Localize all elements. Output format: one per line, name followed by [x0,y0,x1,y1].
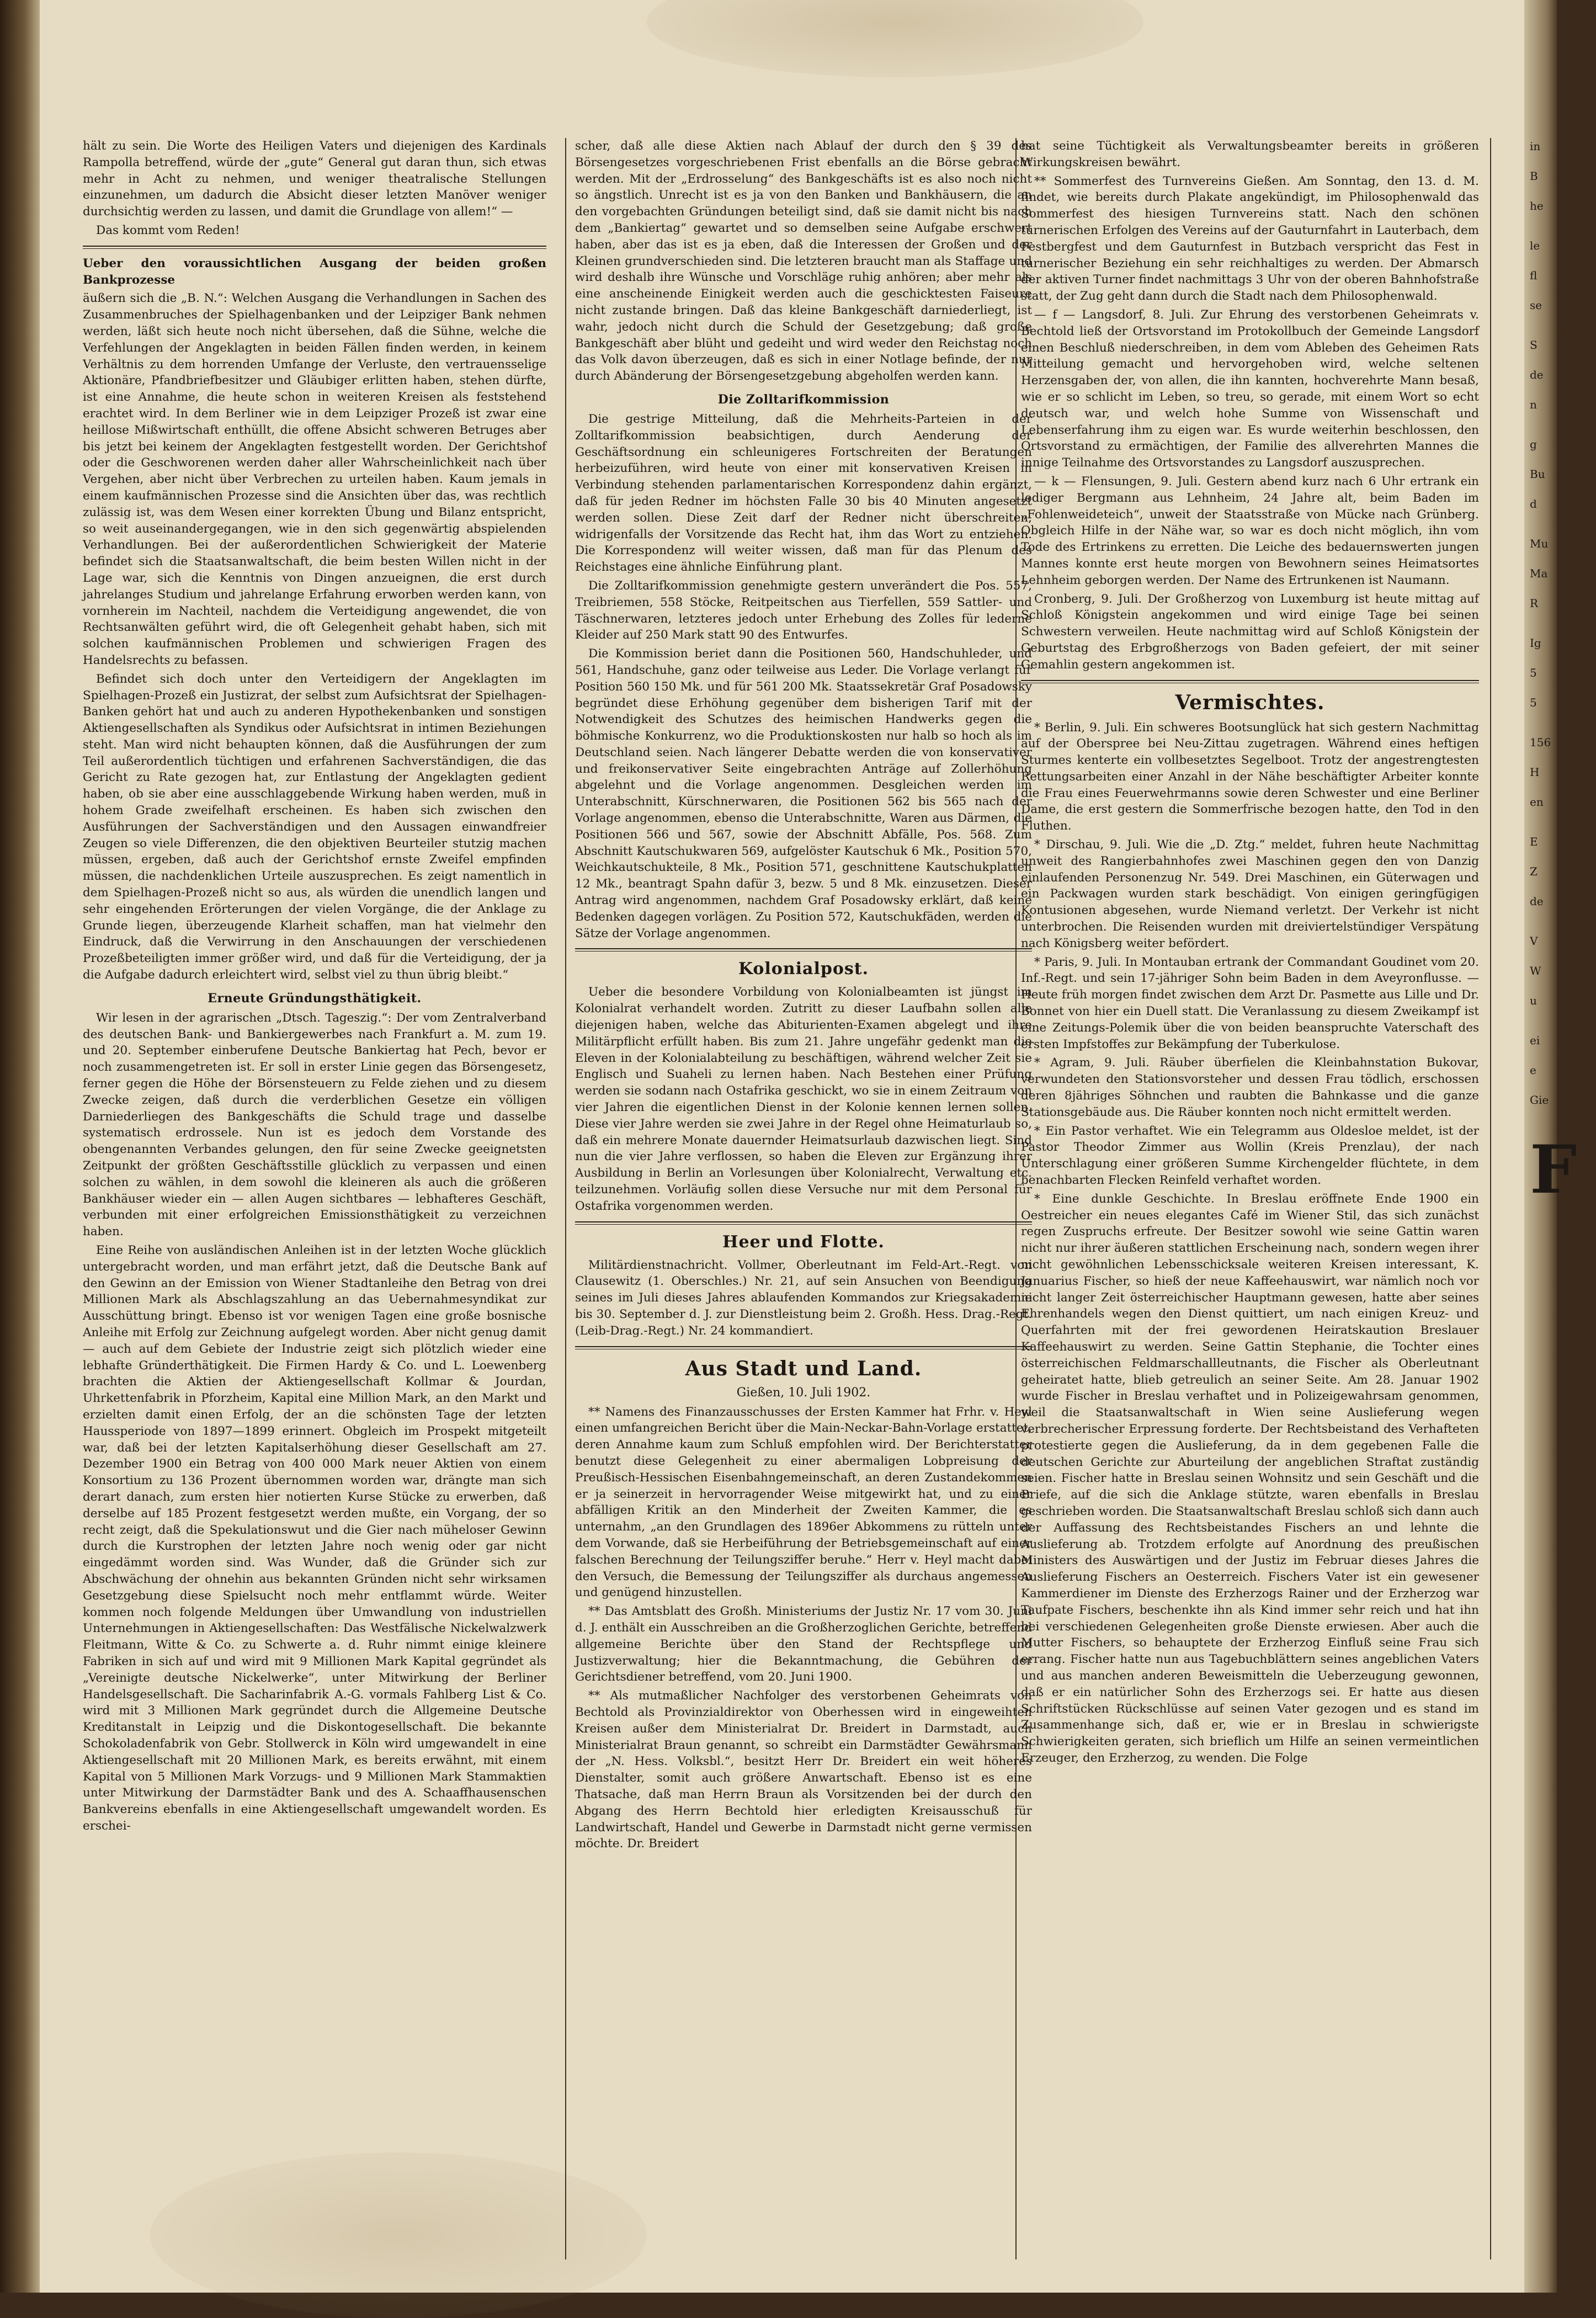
text-fragment: Bu [1530,467,1545,481]
continued-text: hat seine Tüchtigkeit als Verwaltungsbeamter bereits in größeren Wirkungskreisen bewährt. [1021,139,1479,169]
article-paragraph: äußern sich die „B. N.“: Welchen Ausgang die Verhandlungen in Sachen des Zusammenbruches der Spielhagenbanken und der Leipziger Bank nehmen werden, läßt sich heute noch nicht übersehen, daß die Sühne, welche die Verfehlungen der Angeklagten in beiden Fällen finden werden, in keinem Verhältnis zu dem horrenden Umfange der Verluste, den vertrauensselige Aktionäre, Pfandbriefbesitzer und Gläubiger erlitten haben, stehen dürfte, ist eine Annahme, die heute schon in weiteren Kreisen als feststehend erachtet wird. In dem Berliner wie in dem Leipziger Prozeß ist zwar eine heillose Mißwirtschaft enthüllt, die offene Absicht schweren Betruges aber bis jetzt bei keinem der Angeklagten festgestellt worden. Der Gerichtshof oder die Geschworenen werden daher aller Wahrscheinlichkeit nach über Vergehen, aber nicht über Verbrechen zu urteilen haben. Kaum jemals in einem kaufmännischen Prozesse sind die Ansichten über das, was rechtlich zulässig ist, was dem Wesen einer korrekten Übung und Bilanz entspricht, so weit auseinandergegangen, wie in den sich gegenwärtig abspielenden Verhandlungen. Bei der außerordentlichen Schwierigkeit der Materie befindet sich die Staatsanwaltschaft, die beim besten Willen nicht in der Lage war, sich die Kenntnis von Dingen anzueignen, die erst durch jahrelanges Studium und jahrelange Erfahrung erworben werden kann, von vornherein im Nachteil, nachdem die Verteidigung angewendet, die von Rechtsanwälten geführt wird, die oft Gelegenheit gehabt haben, sich mit solchen kaufmännischen Problemen und schwierigen Fragen des Handelsrechts zu befassen. [83,291,546,667]
text-fragment: ei [1530,1034,1540,1047]
article-paragraph: ** Sommerfest des Turnvereins Gießen. Am Sonntag, den 13. d. M. findet, wie bereits durch Plakate angekündigt, im Philosophenwald das Sommerfest des hiesigen Turnvereins statt. Nach den schönen turnerischen Erfolgen des Vereins auf der Gauturnfahrt in Lauterbach, dem Festbergfest und dem Gauturnfest in Butzbach verspricht das Fest in turnerischer Beziehung ein sehr reichhaltiges zu werden. Der Abmarsch der aktiven Turner findet nachmittags 3 Uhr von der oberen Bahnhofstraße statt, der Zug geht dann durch die Stadt nach dem Philosophenwald. [1021,174,1479,304]
section-heading: Kolonialpost. [738,959,869,979]
text-fragment: de [1530,895,1544,908]
text-fragment: 156 [1530,736,1551,749]
separator [1021,680,1479,683]
text-fragment: g [1530,438,1537,451]
article-paragraph: * Paris, 9. Juli. In Montauban ertrank der Commandant Goudinet vom 20. Inf.-Regt. und sein 17-jähriger Sohn beim Baden in dem Aveyronflusse. — Heute früh morgen findet zwischen dem Arzt Dr. Pasmette aus Lille und Dr. Bonnet von hier ein Duell statt. Die Veranlassung zu diesem Zweikampf ist eine Zeitungs-Polemik über die von beiden beanspruchte Vaterschaft des ersten Impfstoffes zur Bekämpfung der Tuberkulose. [1021,955,1479,1051]
text-fragment: Mu [1530,537,1549,550]
article-paragraph: ** Das Amtsblatt des Großh. Ministeriums der Justiz Nr. 17 vom 30. Juni d. J. enthält ein Ausschreiben an die Großherzoglichen Gerichte, betreffend allgemeine Berichte über den Stand der Rechtspflege und Justizverwaltung; hier die Bekanntmachung, die Gebühren der Gerichtsdiener betreffend, vom 20. Juni 1900. [575,1604,1032,1684]
text-fragment: H [1530,765,1540,779]
article-heading: Erneute Gründungsthätigkeit. [208,991,422,1006]
dateline: Gießen, 10. Juli 1902. [736,1385,871,1400]
article-paragraph: Cronberg, 9. Juli. Der Großherzog von Luxemburg ist heute mittag auf Schloß Königstein angekommen und wird einige Tage bei seinen Schwestern verweilen. Heute nachmittag wird auf Schloß Königstein der Geburtstag des Erbgroßherzogs von Baden gefeiert, der mit seiner Gemahlin gestern angekommen ist. [1021,592,1479,672]
book-binding [0,0,40,2293]
article-paragraph: Befindet sich doch unter den Verteidigern der Angeklagten im Spielhagen-Prozeß ein Justizrat, der selbst zum Aufsichtsrat der Spielhagen-Banken gehört hat und auch zu anderen Hypothekenbanken und sonstigen Aktiengesellschaften als Syndikus oder Aufsichtsrat in intimen Beziehungen steht. Man wird nicht behaupten können, daß die Ausführungen der zum Teil außerordentlich tüchtigen und erfahrenen Sachverständigen, die das Gericht zu Rate gezogen hat, zur Entlastung der Angeklagten gedient haben, ob sie aber eine ausschlaggebende Wirkung haben werden, muß in hohem Grade zweifelhaft erscheinen. Es haben sich zwischen den Ausführungen der Sachverständigen und den Aussagen einwandfreier Zeugen so viele Differenzen, die den objektiven Beurteiler stutzig machen müssen, ergeben, daß auch der Gerichtshof ernste Zweifel empfinden müssen, die nachdenklichen Urteile auszusprechen. Es zeigt namentlich in dem Spielhagen-Prozeß nicht so aus, als würden die unendlich langen und sehr eingehenden Erörterungen der vielen Vorgänge, die der Anklage zu Grunde liegen, überzeugende Klarheit schaffen, man hat vielmehr den Eindruck, daß die Verwirrung in den Anschauungen der verschiedenen Prozeßbeteiligten immer größer wird, und daß für die Verteidigung, der ja die Aufgabe dadurch erleichtert wird, selbst viel zu thun übrig bleibt.“ [83,672,546,982]
large-initial: F [1530,1131,1577,1209]
section-heading: Heer und Flotte. [722,1232,885,1252]
continued-text-end: Das kommt vom Reden! [96,223,240,237]
text-fragment: n [1530,398,1537,411]
separator [83,246,546,249]
text-fragment: he [1530,199,1544,212]
text-fragment: 5 [1530,666,1537,679]
continued-text: hält zu sein. Die Worte des Heiligen Vaters und diejenigen des Kardinals Rampolla betreffend, würde der „gute“ General gut daran thun, sich etwas mehr in Acht zu nehmen, und weniger theatralische Stellungen einzunehmen, um dadurch die Absicht dieser letzten Manöver weniger durchsichtig werden zu lassen, und damit die Grundlage von allem!“ — [83,139,546,219]
text-fragment: de [1530,368,1544,381]
text-fragment: B [1530,169,1538,183]
section-heading: Vermischtes. [1175,690,1325,714]
column-2 [575,138,1032,2265]
article-paragraph: — k — Flensungen, 9. Juli. Gestern abend kurz nach 6 Uhr ertrank ein lediger Bergmann aus Lehnheim, 24 Jahre alt, beim Baden im „Fohlenweideteich“, unweit der Staatsstraße von Mücke nach Grünberg. Obgleich Hilfe in der Nähe war, so war es doch nicht möglich, ihn vom Tode des Ertrinkens zu erretten. Die Leiche des bedauernswerten jungen Mannes konnte erst heute morgen von Bewohnern seines Heimatsortes Lehnheim geborgen werden. Der Name des Ertrunkenen ist Naumann. [1021,474,1479,587]
article-paragraph: Militärdienstnachricht. Vollmer, Oberleutnant im Feld-Art.-Regt. von Clausewitz (1. Oberschles.) Nr. 21, auf sein Ansuchen von Beendigung seines im Juli dieses Jahres ablaufenden Kommandos zur Kriegsakademie bis 30. September d. J. zur Dienstleistung beim 2. Großh. Hess. Drag.-Regt. (Leib-Drag.-Regt.) Nr. 24 kommandiert. [575,1258,1032,1338]
article-paragraph: — f — Langsdorf, 8. Juli. Zur Ehrung des verstorbenen Geheimrats v. Bechtold ließ der Ortsvorstand im Protokollbuch der Gemeinde Langsdorf einen Beschluß niederschreiben, in dem vom Ableben des Geheimen Rats Mitteilung gemacht und hervorgehoben wird, welche seltenen Herzensgaben der, von allen, die ihn kannten, hochverehrte Mann besaß, wie er so schlicht im Leben, so treu, so gerade, mit einem Wort so echt deutsch war, und welch hohe Summe von Wissenschaft und Lebenserfahrung ihm zu eigen war. Es wurde weiterhin beschlossen, den Ortsvorstand zu ermächtigen, der Familie des allverehrten Mannes die innige Teilnahme des Ortsvorstandes zu Langsdorf auszusprechen. [1021,307,1479,470]
article-paragraph: Eine Reihe von ausländischen Anleihen ist in der letzten Woche glücklich untergebracht worden, und man erfährt jetzt, daß die Deutsche Bank auf den Gewinn an der Emission von Wiener Stadtanleihe den Betrag von drei Millionen Mark als Abschlagszahlung an das Uebernahmesyndikat zur Ausschüttung bringt. Ebenso ist vor wenigen Tagen eine große bosnische Anleihe mit Erfolg zur Zeichnung aufgelegt worden. Aber nicht genug damit — auch auf dem Gebiete der Industrie zeigt sich plötzlich wieder eine lebhafte Gründerthätigkeit. Die Firmen Hardy & Co. und L. Loewenberg brachten die Aktien der Aktiengesellschaft Kollmar & Jourdan, Uhrkettenfabrik in Pforzheim, Kapital eine Million Mark, an den Markt und erzielten damit einen Erfolg, der an die schönsten Tage der letzten Haussperiode von 1897—1899 erinnert. Obgleich im Prospekt mitgeteilt war, daß bei der letzten Kapitalserhöhung dieser Gesellschaft am 27. Dezember 1900 ein Betrag von 400 000 Mark neuer Aktien von einem Konsortium zu 136 Prozent übernommen worden war, drängte man sich derart danach, zum ersten hier notierten Kurse Stücke zu erwerben, daß derselbe auf 185 Prozent festgesetzt werden mußte, ein Vorgang, der so recht zeigt, daß die Spekulationswut und die Gier nach müheloser Gewinn durch die Kurstrophen der letzten Jahre noch wenig oder gar nicht eingedämmt worden sind. Was Wunder, daß die Gründer sich zur Abschwächung der ohnehin aus bekannten Gründen nicht sehr wirksamen Gesetzgebung diese Spielsucht noch mehr entflammt würde. Weiter kommen noch folgende Meldungen über Umwandlung von industriellen Unternehmungen in Aktiengesellschaften: Das Westfälische Nickelwalzwerk Fleitmann, Witte & Co. zu Schwerte a. d. Ruhr nimmt einige kleinere Fabriken in sich auf und wird mit 9 Millionen Mark Kapital gegründet als „Vereinigte deutsche Nickelwerke“, unter Mitwirkung der Berliner Handelsgesellschaft. Die Sacharinfabrik A.-G. vormals Fahlberg List & Co. wird mit 3 Millionen Mark gegründet durch die Allgemeine Deutsche Kreditanstalt in Leipzig und die Diskontogesellschaft. Die bekannte Schokoladenfabrik von Gebr. Stollwerck in Köln wird umgewandelt in eine Aktiengesellschaft mit 20 Millionen Mark, es bereits erwähnt, mit einem Kapital von 5 Millionen Mark Vorzugs- und 9 Millionen Mark Stammaktien unter Mitwirkung der Darmstädter Bank und des A. Schaaffhausenschen Bankvereins ebenfalls in eine Aktiengesellschaft umgewandelt worden. Es erschei- [83,1243,546,1833]
separator [575,948,1032,951]
article-paragraph: * Ein Pastor verhaftet. Wie ein Telegramm aus Oldesloe meldet, ist der Pastor Theodor Zimmer aus Wollin (Kreis Prenzlau), der nach Unterschlagung einer größeren Summe Kirchengelder flüchtete, in dem benachbarten Flecken Reinfeld verhaftet worden. [1021,1124,1479,1188]
text-fragment: E [1530,835,1538,848]
text-fragment: Ma [1530,567,1548,580]
article-paragraph: Die gestrige Mitteilung, daß die Mehrheits-Parteien in der Zolltarifkommission beabsichtigen, durch Aenderung der Geschäftsordnung ein schleunigeres Fortschreiten der Beratungen herbeizuführen, wird heute von einer mit konservativen Kreisen in Verbindung stehenden parlamentarischen Korrespondenz dahin ergänzt, daß für jeden Redner im höchsten Falle 30 bis 40 Minuten angesetzt werden sollen. Diese Zeit darf der Redner nicht überschreiten, widrigenfalls der Vorsitzende das Recht hat, ihm das Wort zu entziehen. Die Korrespondenz will weiter wissen, daß man für das Plenum des Reichstages eine ähnliche Einführung plant. [575,412,1032,575]
article-paragraph: ** Namens des Finanzausschusses der Ersten Kammer hat Frhr. v. Heyl einen umfangreichen Bericht über die Main-Neckar-Bahn-Vorlage erstattet, deren Annahme kaum zum Schluß empfohlen wird. Der Berichterstatter benutzt diese Gelegenheit zu einer abermaligen Lobpreisung der Preußisch-Hessischen Eisenbahngemeinschaft, an deren Zustandekommen er ja seinerzeit in hervorragender Weise mitgewirkt hat, und zu einer abfälligen Kritik an den Minderheit der Zweiten Kammer, die es unternahm, „an den Grundlagen des 1896er Abkommens zu rütteln unter dem Vorwande, daß sie Herbeiführung der Betriebsgemeinschaft auf einer falschen Berechnung der Teilungsziffer beruhe.“ Herr v. Heyl macht dabei den Versuch, die Bemessung der Teilungsziffer als durchaus angemessen und genügend hinzustellen. [575,1405,1032,1600]
column-rule [565,138,566,2259]
article-paragraph: ** Als mutmaßlicher Nachfolger des verstorbenen Geheimrats von Bechtold als Provinzialdirektor von Oberhessen wird in eingeweihten Kreisen außer dem Ministerialrat Dr. Breidert in Darmstadt, auch Ministerialrat Braun genannt, so schreibt ein Darmstädter Gewährsmann der „N. Hess. Volksbl.“, besitzt Herr Dr. Breidert ein weit höheres Dienstalter, somit auch größere Anwartschaft. Ebenso ist es eine Thatsache, daß man Herrn Braun als Vorsitzenden bei der durch den Abgang des Herrn Bechtold hier erledigten Kreisausschuß für Landwirtschaft, Handel und Gewerbe in Darmstadt nicht gerne vermissen möchte. Dr. Breidert [575,1689,1032,1851]
column-1 [83,138,546,2265]
text-fragment: se [1530,299,1542,312]
newspaper-page [40,0,1577,2293]
text-fragment: le [1530,239,1540,252]
article-paragraph: Die Kommission beriet dann die Positionen 560, Handschuhleder, und 561, Handschuhe, ganz oder teilweise aus Leder. Die Vorlage verlangt für Position 560 150 Mk. und für 561 200 Mk. Staatssekretär Graf Posadowsky begründet diese Erhöhung gegenüber dem bisherigen Tarif mit der Notwendigkeit des Schutzes des heimischen Handwerks gegen die böhmische Konkurrenz, wo die Produktionskosten nur halb so hoch als im Deutschland seien. Nach längerer Debatte werden die von konservativer und freikonservativer Seite eingebrachten Anträge auf Zollerhöhung abgelehnt und die Vorlage angenommen. Desgleichen werden im Unterabschnitt, Kürschnerwaren, die Positionen 562 bis 565 nach der Vorlage angenommen, ebenso die Unterabschnitte, Waren aus Därmen, die Positionen 566 und 567, sowie der Abschnitt Abfälle, Pos. 568. Zum Abschnitt Kautschukwaren 569, aufgelöster Kautschuk 6 Mk., Position 570, Weichkautschukteile, 8 Mk., Position 571, geschnittene Kautschukplatten 12 Mk., beantragt Spahn dafür 3, bezw. 5 und 8 Mk. einzusetzen. Dieser Antrag wird angenommen, nachdem Graf Posadowsky erklärt, daß keine Bedenken dagegen vorlägen. Zu Position 572, Kautschukfäden, werden die Sätze der Vorlage angenommen. [575,647,1032,940]
text-fragment: S [1530,338,1538,352]
article-paragraph: * Eine dunkle Geschichte. In Breslau eröffnete Ende 1900 ein Oestreicher ein neues elegantes Café im Wiener Stil, das sich zunächst regen Zuspruchs erfreute. Der Besitzer sowohl wie seine Gattin waren nicht nur ihrer äußeren stattlichen Erscheinung nach, sondern wegen ihrer nicht gewöhnlichen Lebensschicksale weiteren Kreisen interessant, K. Januarius Fischer, so hieß der neue Kaffeehauswirt, war nämlich noch vor nicht langer Zeit österreichischer Hauptmann gewesen, hatte aber seines Ehrenhandels wegen den Dienst quittiert, um nach einigen Kreuz- und Querfahrten mit der frei gewordenen Heiratskaution Breslauer Kaffeehauswirt zu werden. Seine Gattin Stephanie, die Tochter eines österreichischen Feldmarschallleutnants, die Fischer als Oberleutnant geheiratet hatte, blieb getreulich an seiner Seite. Am 28. Januar 1902 wurde Fischer in Breslau verhaftet und in Polizeigewahrsam genommen, weil die Staatsanwaltschaft in Wien seine Auslieferung wegen verbrecherischer Erpressung forderte. Der Rechtsbeistand des Verhafteten protestierte gegen die Auslieferung, da in dem gegebenen Falle die deutschen Gerichte zur Aburteilung der angeblichen Straftat zuständig seien. Fischer hatte in Breslau seinen Wohnsitz und sein Geschäft und die Briefe, auf die sich die Anklage stützte, waren ebenfalls in Breslau geschrieben worden. Die Staatsanwaltschaft Breslau schloß sich dann auch der Auffassung des Rechtsbeistandes Fischers an und lehnte die Auslieferung ab. Trotzdem erfolgte auf Anordnung des preußischen Ministers des Auswärtigen und der Justiz im Februar dieses Jahres die Auslieferung Fischers an Oesterreich. Fischers Vater ist ein gewesener Kammerdiener im Dienste des Erzherzogs Rainer und der Erzherzog war Taufpate Fischers, beschenkte ihn als Kind immer sehr reich und hat ihn bei verschiedenen Gelegenheiten große Dienste erwiesen. Aber auch die Mutter Fischers, so behauptete der Erzherzog Einfluß seine Frau sich errang. Fischer hatte nun aus Tagebuchblättern seines angeblichen Vaters und aus manchen anderen Beweismitteln die Ueberzeugung gewonnen, daß er ein natürlicher Sohn des Erzherzogs sei. Er hatte aus diesen Schriftstücken Rückschlüsse auf seinen Vater gezogen und es stand im Zusammenhange sich, daß er, wie er in Breslau in schwierigste Schwierigkeiten geraten, sich brieflich um Hilfe an seinen vermeintlichen Erzeuger, den Erzherzog, zu wenden. Die Folge [1021,1192,1479,1765]
text-fragment: V [1530,934,1538,948]
text-fragment: 5 [1530,696,1537,709]
article-paragraph: Ueber die besondere Vorbildung von Kolonialbeamten ist jüngst im Kolonialrat verhandelt worden. Zutritt zu dieser Laufbahn sollen alle diejenigen haben, welche das Abiturienten-Examen abgelegt und ihre Militärpflicht erfüllt haben. Bis zum 21. Jahre ungefähr gedenkt man die Eleven in der Kolonialabteilung zu beschäftigen, während welcher Zeit sie Englisch und Suaheli zu lernen haben. Nach Bestehen einer Prüfung werden sie sodann nach Ostafrika geschickt, wo sie in einem Zeitraum von vier Jahren die eigentlichen Dienst in der Kolonie kennen lernen sollen. Diese vier Jahre werden sie zwei Jahre in der Regel ohne Heimaturlaub so, daß ein mehrere Monate dauernder Heimatsurlaub dazwischen liegt. Sind nun die vier Jahre verflossen, so haben die Eleven zur Ergänzung ihrer Ausbildung in Berlin an Vorlesungen über Kolonialrecht, Verwaltung etc. teilzunehmen. Vorläufig sollen diese Versuche nur mit dem Personal für Ostafrika vorgenommen werden. [575,985,1032,1213]
article-heading: Ueber den voraussichtlichen Ausgang der beiden großen Bankprozesse [83,256,546,287]
text-fragment: Z [1530,865,1538,878]
text-fragment: en [1530,795,1544,809]
text-fragment: d [1530,497,1537,511]
text-fragment: R [1530,597,1539,610]
article-heading: Die Zolltarifkommission [717,392,890,407]
text-fragment: fl [1530,269,1538,282]
column-3 [1021,138,1479,2265]
article-paragraph: * Agram, 9. Juli. Räuber überfielen die Kleinbahnstation Bukovar, verwundeten den Stationsvorsteher und dessen Frau tödlich, erschossen deren 8jähriges Söhnchen und raubten die Bahnkasse und die ganze Stationsgebäude aus. Die Räuber konnten noch nicht ermittelt werden. [1021,1056,1479,1119]
fragment-list [1530,138,1596,1108]
continued-text: scher, daß alle diese Aktien nach Ablauf der durch den § 39 des Börsengesetzes vorgeschriebenen Frist ebenfalls an die Börse gebracht werden. Mit der „Erdrosselung“ des Bankgeschäfts ist es also noch nicht so ängstlich. Unrecht ist es ja von den Banken und Bankhäusern, die an den vorgebachten Gründungen beteiligt sind, daß sie damit nicht bis nach dem „Bankiertag“ gewartet und so demselben seine Aufgabe erschwert haben, aber das ist es ja eben, daß die Interessen der Großen und der Kleinen grundverschieden sind. Die letzteren braucht man als Staffage und wird deshalb ihre Wünsche und Vorschläge ruhig anhören; aber mehr als eine anscheinende Einigkeit werden auch die geschicktesten Faiseure nicht zustande bringen. Daß das kleine Bankgeschäft darniederliegt, ist wahr, jedoch nicht durch die Schuld der Gesetzgebung; daß große Bankgeschäft aber blüht und gedeiht und wird weder den Reichstag noch das Volk davon überzeugen, daß es sich in einer Notlage befinde, der nur durch Abänderung der Börsengesetzgebung abgeholfen werden kann. [575,139,1032,384]
section-heading: Aus Stadt und Land. [685,1357,922,1380]
article-paragraph: Die Zolltarifkommission genehmigte gestern unverändert die Pos. 557, Treibriemen, 558 Stöcke, Reitpeitschen aus Tierfellen, 559 Sattler- und Täschnerwaren, letzteres jedoch unter Erhebung des Zolles für lederne Kleider auf 250 Mark statt 90 des Entwurfes. [575,578,1032,642]
text-fragment: in [1530,140,1541,153]
text-fragment: u [1530,994,1537,1007]
article-paragraph: Wir lesen in der agrarischen „Dtsch. Tageszig.“: Der vom Zentralverband des deutschen Bank- und Bankiergewerbes nach Frankfurt a. M. zum 19. und 20. September einberufene Deutsche Bankiertag hat Pech, bevor er noch zusammengetreten ist. Er soll in erster Linie gegen das Börsengesetz, ferner gegen die Höhe der Börsensteuern zu Felde ziehen und zu diesem Zwecke zeigen, daß durch die verderblichen Gesetze ein völligen Darniederliegen des Bankgeschäfts die Schuld trage und dasselbe systematisch erdrossele. Nun ist es jedoch dem Vorstande des obengenannten Verbandes gelungen, den für seine Zwecke geeignetsten Zeitpunkt der größten Geschäftsstille glücklich zu verpassen und einen solchen zu wählen, in dem sowohl die kleineren als auch die größeren Bankhäuser wieder ein — allen Augen sichtbares — lebhafteres Geschäft, verbunden mit einer erfolgreichen Emissionsthätigkeit zu verzeichnen haben. [83,1011,546,1239]
article-paragraph: * Berlin, 9. Juli. Ein schweres Bootsunglück hat sich gestern Nachmittag auf der Oberspree bei Neu-Zittau zugetragen. Während eines heftigen Sturmes kenterte ein vollbesetztes Segelboot. Trotz der angestrengtesten Rettungsarbeiten einer Anzahl in der Nähe beschäftigter Arbeiter konnte die Frau eines Feuerwehrmanns sowie deren Schwester und eine Berliner Dame, die erst gestern die Sommerfrische bezogen hatte, den Tod in den Fluthen. [1021,720,1479,833]
column-4-fragments [1530,138,1596,2265]
text-fragment: Ig [1530,636,1541,650]
column-rule [1490,138,1491,2259]
text-fragment: W [1530,964,1541,977]
article-paragraph: * Dirschau, 9. Juli. Wie die „D. Ztg.“ meldet, fuhren heute Nachmittag unweit des Rangierbahnhofes zwei Maschinen gegen den von Danzig einlaufenden Personenzug Nr. 549. Drei Maschinen, ein Güterwagen und ein Packwagen wurden stark beschädigt. Von einigen geringfügigen Kontusionen abgesehen, wurde Niemand verletzt. Der Verkehr ist nicht unterbrochen. Die Reisenden wurden mit dreiviertelstündiger Verspätung nach Königsberg weiter befördert. [1021,838,1479,950]
separator [575,1221,1032,1225]
text-fragment: e [1530,1064,1536,1077]
separator [575,1346,1032,1349]
text-fragment: Gie [1530,1093,1549,1107]
